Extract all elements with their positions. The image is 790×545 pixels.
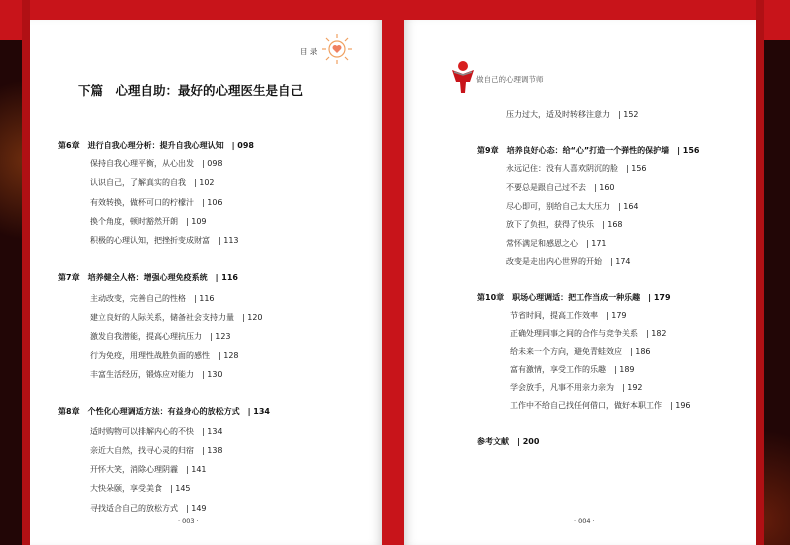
toc-item[interactable]: 常怀满足和感恩之心 | 171 (506, 239, 607, 248)
toc-item[interactable]: 压力过大，适及时转移注意力 | 152 (506, 110, 639, 119)
toc-item[interactable]: 保持自我心理平衡，从心出发 | 098 (90, 159, 223, 168)
toc-item[interactable]: 有效转换，做杯可口的柠檬汁 | 106 (90, 198, 223, 207)
toc-item[interactable]: 寻找适合自己的放松方式 | 149 (90, 504, 207, 513)
toc-header: 目 录 (300, 47, 318, 56)
toc-item[interactable]: 放下了负担，获得了快乐 | 168 (506, 220, 623, 229)
toc-item[interactable]: 换个角度，顿时豁然开朗 | 109 (90, 217, 207, 226)
toc-item[interactable]: 学会放手，凡事不用亲力亲为 | 192 (510, 383, 643, 392)
toc-item[interactable]: 主动改变，完善自己的性格 | 116 (90, 294, 215, 303)
toc-item[interactable]: 正确处理同事之间的合作与竞争关系 | 182 (510, 329, 667, 338)
toc-item[interactable]: 认识自己，了解真实的自我 | 102 (90, 178, 215, 187)
toc-item[interactable]: 不要总是跟自己过不去 | 160 (506, 183, 615, 192)
toc-item[interactable]: 建立良好的人际关系，储备社会支持力量 | 120 (90, 313, 263, 322)
toc-item[interactable]: 大快朵颐，享受美食 | 145 (90, 484, 191, 493)
toc-item[interactable]: 适时购物可以排解内心的不快 | 134 (90, 427, 223, 436)
toc-item[interactable]: 丰富生活经历，锻炼应对能力 | 130 (90, 370, 223, 379)
toc-item[interactable]: 给未来一个方向，避免青蛙效应 | 186 (510, 347, 651, 356)
right-cover-edge (756, 0, 764, 545)
chapter-6-title[interactable]: 第6章 进行自我心理分析：提升自我心理认知 | 098 (58, 141, 254, 150)
chapter-10-title[interactable]: 第10章 职场心理调适：把工作当成一种乐趣 | 179 (477, 293, 671, 302)
chapter-9-title[interactable]: 第9章 培养良好心态：给“心”打造一个弹性的保护墙 | 156 (477, 146, 700, 155)
toc-item[interactable]: 富有激情，享受工作的乐趣 | 189 (510, 365, 635, 374)
page-number: · 004 · (574, 517, 595, 525)
references-entry[interactable]: 参考文献 | 200 (477, 437, 540, 446)
page-number: · 003 · (178, 517, 199, 525)
sun-heart-icon (320, 32, 354, 66)
toc-item[interactable]: 激发自我潜能，提高心理抗压力 | 123 (90, 332, 231, 341)
toc-item[interactable]: 工作中不给自己找任何借口，做好本职工作 | 196 (510, 401, 691, 410)
chapter-7-title[interactable]: 第7章 培养健全人格：增强心理免疫系统 | 116 (58, 273, 238, 282)
toc-item[interactable]: 节省时间，提高工作效率 | 179 (510, 311, 627, 320)
left-page (30, 20, 382, 545)
toc-item[interactable]: 亲近大自然，找寻心灵的归宿 | 138 (90, 446, 223, 455)
toc-item[interactable]: 尽心即可，别给自己太大压力 | 164 (506, 202, 639, 211)
left-cover-edge (22, 0, 30, 545)
toc-item[interactable]: 积极的心理认知，把挫折变成财富 | 113 (90, 236, 239, 245)
book-header: 做自己的心理调节师 (476, 75, 544, 84)
figure-logo-icon (450, 60, 476, 94)
toc-item[interactable]: 改变是走出内心世界的开始 | 174 (506, 257, 631, 266)
book-gutter (382, 0, 404, 545)
toc-item[interactable]: 行为免疫，用理性战胜负面的感性 | 128 (90, 351, 239, 360)
toc-item[interactable]: 永远记住：没有人喜欢阴沉的脸 | 156 (506, 164, 647, 173)
chapter-8-title[interactable]: 第8章 个性化心理调适方法：有益身心的放松方式 | 134 (58, 407, 270, 416)
toc-item[interactable]: 开怀大笑，消除心理阴霾 | 141 (90, 465, 207, 474)
section-title: 下篇 心理自助：最好的心理医生是自己 (78, 83, 304, 98)
right-page (404, 20, 756, 545)
